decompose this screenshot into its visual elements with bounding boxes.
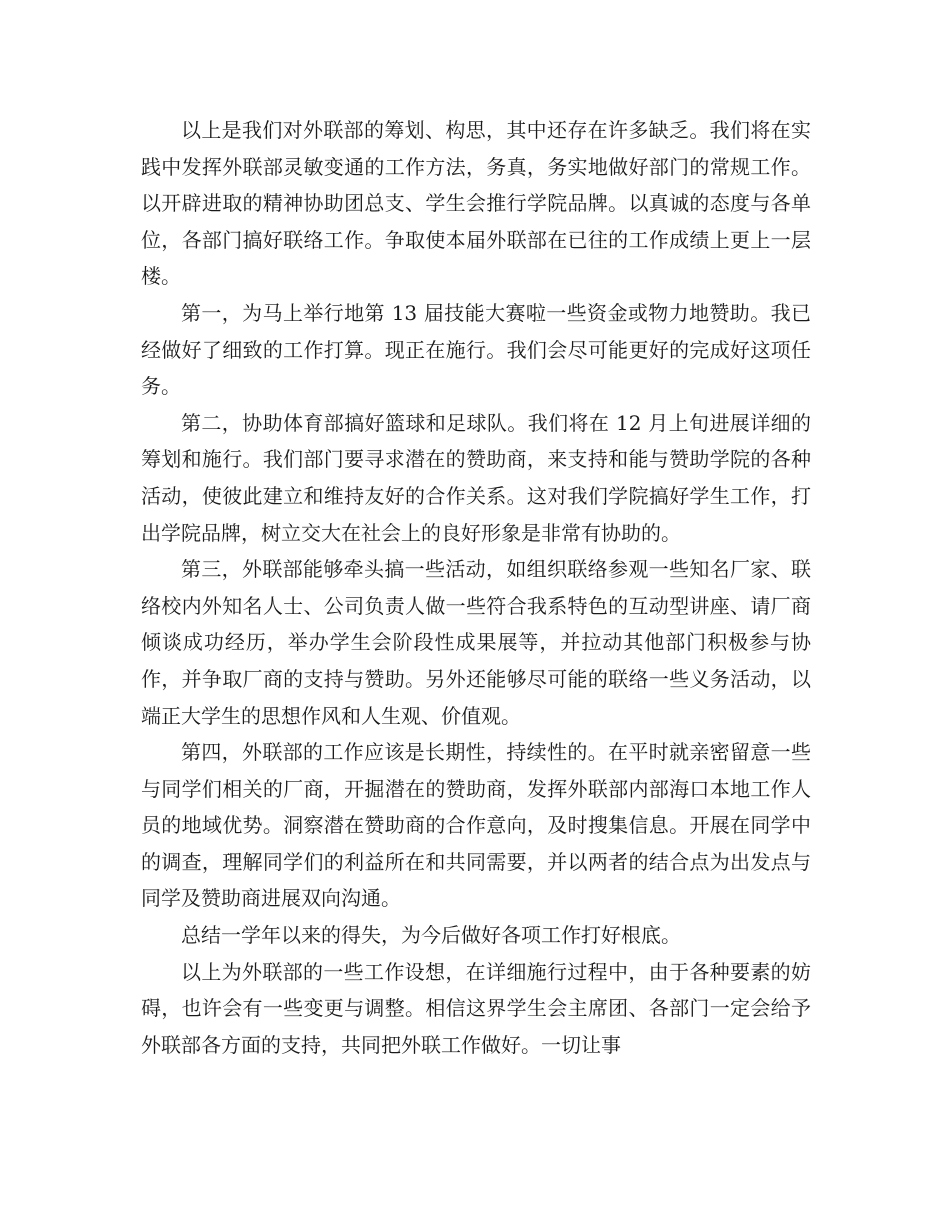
paragraph-closing: 以上为外联部的一些工作设想，在详细施行过程中，由于各种要素的妨碍，也许会有一些变更与调整。相信这界学生会主席团、各部门一定会给予外联部各方面的支持，共同把外联工作做好。一切让事 [141, 959, 811, 1057]
paragraph-intro: 以上是我们对外联部的筹划、构思，其中还存在许多缺乏。我们将在实践中发挥外联部灵敏变通的工作方法，务真，务实地做好部门的常规工作。以开辟进取的精神协助团总支、学生会推行学院品牌。以真诚的态度与各单位，各部门搞好联络工作。争取使本届外联部在已往的工作成绩上更上一层楼。 [141, 118, 811, 289]
paragraph-fourth: 第四，外联部的工作应该是长期性，持续性的。在平时就亲密留意一些与同学们相关的厂商，开掘潜在的赞助商，发挥外联部内部海口本地工作人员的地域优势。洞察潜在赞助商的合作意向，及时搜集信息。开展在同学中的调查，理解同学们的利益所在和共同需要，并以两者的结合点为出发点与同学及赞助商进展双向沟通。 [141, 740, 811, 911]
paragraph-second: 第二，协助体育部搞好篮球和足球队。我们将在 12 月上旬进展详细的筹划和施行。我们部门要寻求潜在的赞助商，来支持和能与赞助学院的各种活动，使彼此建立和维持友好的合作关系。这对我们学院搞好学生工作，打出学院品牌，树立交大在社会上的良好形象是非常有协助的。 [141, 410, 811, 545]
paragraph-first: 第一，为马上举行地第 13 届技能大赛啦一些资金或物力地赞助。我已经做好了细致的工作打算。现正在施行。我们会尽可能更好的完成好这项任务。 [141, 300, 811, 399]
paragraph-third: 第三，外联部能够牵头搞一些活动，如组织联络参观一些知名厂家、联络校内外知名人士、公司负责人做一些符合我系特色的互动型讲座、请厂商倾谈成功经历，举办学生会阶段性成果展等，并拉动其他部门积极参与协作，并争取厂商的支持与赞助。另外还能够尽可能的联络一些义务活动，以端正大学生的思想作风和人生观、价值观。 [141, 557, 811, 728]
paragraph-summary: 总结一学年以来的得失，为今后做好各项工作打好根底。 [181, 923, 681, 948]
document-body [141, 112, 811, 1063]
